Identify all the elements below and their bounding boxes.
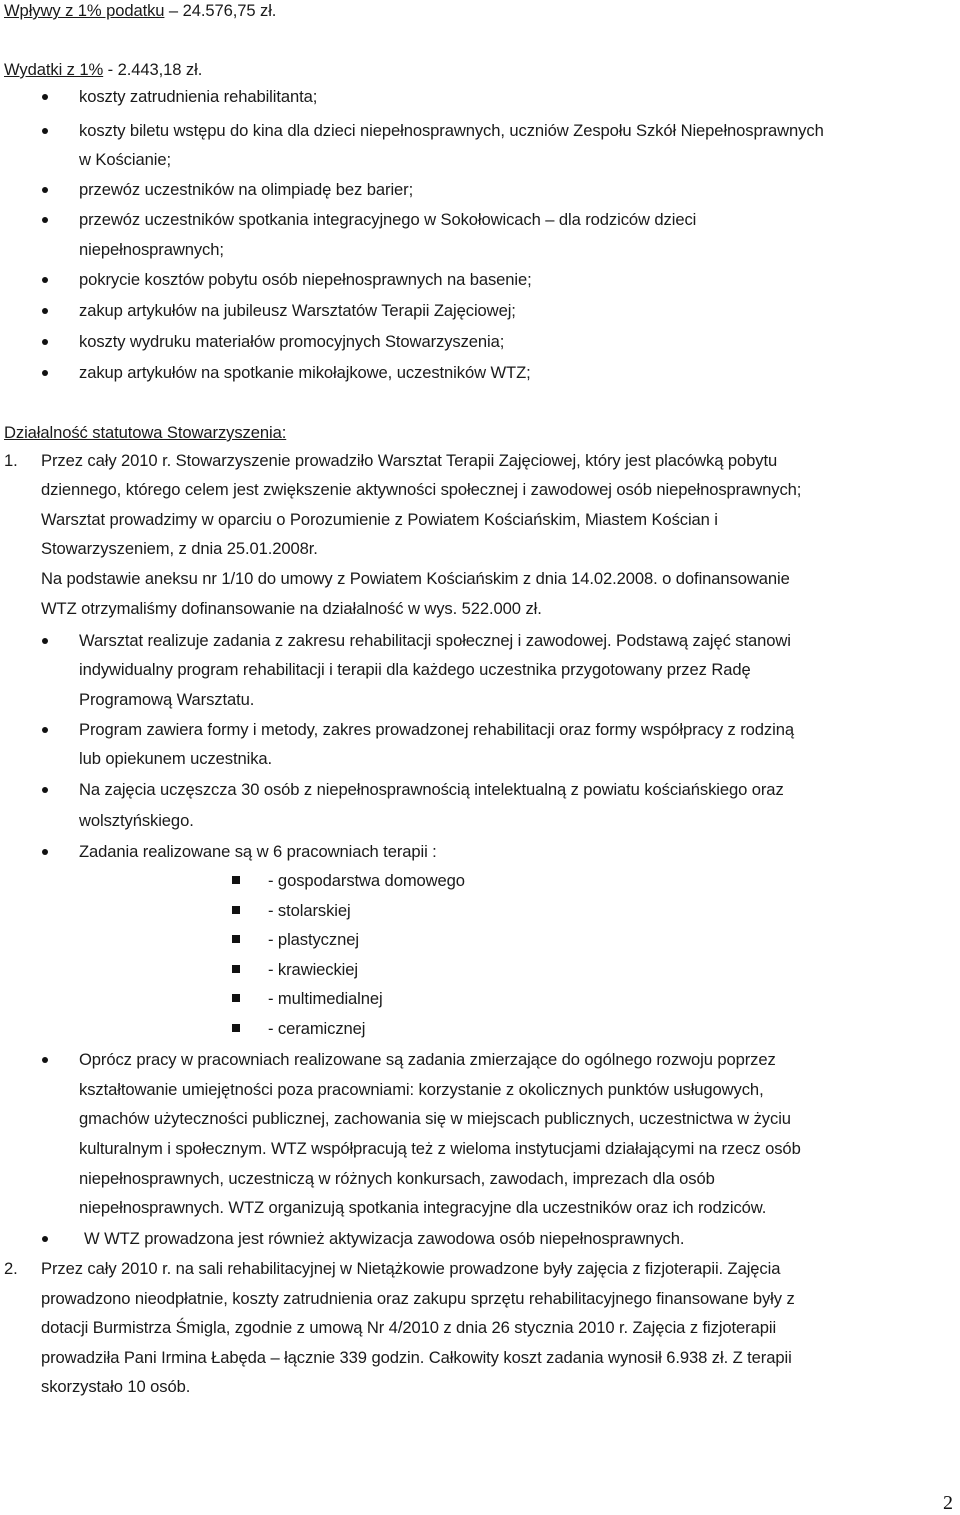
workshop-item: - krawieckiej (268, 960, 358, 979)
item1-bullet: Oprócz pracy w pracowniach realizowane są zadania zmierzające do ogólnego rozwoju poprzez (79, 1050, 776, 1069)
expense-item-continuation: w Kościanie; (79, 150, 171, 169)
bullet-icon (42, 94, 48, 100)
bullet-icon (42, 727, 48, 733)
workshop-item: - ceramicznej (268, 1019, 366, 1038)
bullet-icon (42, 1236, 48, 1242)
item1-text: Stowarzyszeniem, z dnia 25.01.2008r. (41, 539, 318, 558)
expense-item: przewóz uczestników spotkania integracyjnego w Sokołowicach – dla rodziców dzieci (79, 210, 697, 229)
item2-text: skorzystało 10 osób. (41, 1377, 191, 1396)
item2-text: prowadziła Pani Irmina Łabęda – łącznie 339 godzin. Całkowity koszt zadania wynosił 6.938 zł. Z terapii (41, 1348, 792, 1367)
income-label: Wpływy z 1% podatku (4, 1, 165, 20)
item1-bullet-continuation: gmachów użyteczności publicznej, zachowania się w miejscach publicznych, uczestnictwa w życiu (79, 1109, 791, 1128)
expense-item-continuation: niepełnosprawnych; (79, 240, 224, 259)
item2-number: 2. (4, 1259, 18, 1278)
bullet-icon (42, 339, 48, 345)
item2-text: Przez cały 2010 r. na sali rehabilitacyjnej w Nietążkowie prowadzone były zajęcia z fizjoterapii. Zajęcia (41, 1259, 781, 1278)
expense-item: pokrycie kosztów pobytu osób niepełnosprawnych na basenie; (79, 270, 532, 289)
item1-bullet: Program zawiera formy i metody, zakres prowadzonej rehabilitacji oraz formy współpracy z rodziną (79, 720, 794, 739)
expenses-label: Wydatki z 1% (4, 60, 104, 79)
item1-bullet-continuation: niepełnosprawnych. WTZ organizują spotkania integracyjne dla uczestników oraz ich rodziców. (79, 1198, 767, 1217)
income-amount: – 24.576,75 zł. (164, 1, 277, 20)
workshop-item: - gospodarstwa domowego (268, 871, 465, 890)
item1-bullet-continuation: kształtowanie umiejętności poza pracowniami: korzystanie z okolicznych punktów usługowych, (79, 1080, 764, 1099)
workshop-item: - plastycznej (268, 930, 359, 949)
item1-text: Przez cały 2010 r. Stowarzyszenie prowadziło Warsztat Terapii Zajęciowej, który jest placówką pobytu (41, 451, 778, 470)
item2-text: prowadzono nieodpłatnie, koszty zatrudnienia oraz zakupu sprzętu rehabilitacyjnego finansowane były z (41, 1289, 795, 1308)
item1-bullet: Na zajęcia uczęszcza 30 osób z niepełnosprawnością intelektualną z powiatu kościańskiego oraz (79, 780, 784, 799)
square-bullet-icon (232, 965, 240, 973)
bullet-icon (42, 217, 48, 223)
expenses-line (4, 60, 202, 80)
expense-item: zakup artykułów na jubileusz Warsztatów Terapii Zajęciowej; (79, 301, 516, 320)
workshop-item: - multimedialnej (268, 989, 383, 1008)
item1-bullet: Zadania realizowane są w 6 pracowniach terapii : (79, 842, 437, 861)
square-bullet-icon (232, 935, 240, 943)
bullet-icon (42, 638, 48, 644)
item1-text: dziennego, którego celem jest zwiększenie aktywności społecznej i zawodowej osób niepełnosprawnych; (41, 480, 802, 499)
item1-text: Warsztat prowadzimy w oparciu o Porozumienie z Powiatem Kościańskim, Miastem Kościan i (41, 510, 718, 529)
expense-item: zakup artykułów na spotkanie mikołajkowe, uczestników WTZ; (79, 363, 531, 382)
item1-bullet-continuation: wolsztyńskiego. (79, 811, 194, 830)
item1-bullet-continuation: Programową Warsztatu. (79, 690, 255, 709)
bullet-icon (42, 128, 48, 134)
square-bullet-icon (232, 876, 240, 884)
square-bullet-icon (232, 906, 240, 914)
expense-item: koszty zatrudnienia rehabilitanta; (79, 87, 318, 106)
bullet-icon (42, 308, 48, 314)
bullet-icon (42, 787, 48, 793)
workshop-item: - stolarskiej (268, 901, 351, 920)
expense-item: koszty wydruku materiałów promocyjnych Stowarzyszenia; (79, 332, 505, 351)
item1-bullet: W WTZ prowadzona jest również aktywizacja zawodowa osób niepełnosprawnych. (84, 1229, 685, 1248)
item1-bullet-continuation: kulturalnym i społecznym. WTZ współpracują też z wieloma instytucjami działającymi na rzecz osób (79, 1139, 801, 1158)
item2-text: dotacji Burmistrza Śmigla, zgodnie z umową Nr 4/2010 z dnia 26 stycznia 2010 r. Zajęcia z fizjoterapii (41, 1318, 777, 1337)
item1-text: Na podstawie aneksu nr 1/10 do umowy z Powiatem Kościańskim z dnia 14.02.2008. o dofinansowanie (41, 569, 790, 588)
page-number: 2 (943, 1492, 953, 1514)
item1-bullet-continuation: niepełnosprawnych, uczestniczą w różnych konkursach, zawodach, imprezach dla osób (79, 1169, 715, 1188)
bullet-icon (42, 187, 48, 193)
item1-bullet-continuation: lub opiekunem uczestnika. (79, 749, 273, 768)
item1-number: 1. (4, 451, 18, 470)
expenses-amount: - 2.443,18 zł. (103, 60, 203, 79)
square-bullet-icon (232, 994, 240, 1002)
statutory-heading: Działalność statutowa Stowarzyszenia: (4, 423, 287, 442)
income-line (4, 1, 276, 21)
bullet-icon (42, 1057, 48, 1063)
expense-item: przewóz uczestników na olimpiadę bez barier; (79, 180, 414, 199)
item1-bullet: Warsztat realizuje zadania z zakresu rehabilitacji społecznej i zawodowej. Podstawą zajęć stanowi (79, 631, 791, 650)
square-bullet-icon (232, 1024, 240, 1032)
expense-item: koszty biletu wstępu do kina dla dzieci niepełnosprawnych, uczniów Zespołu Szkół Niepełnosprawnych (79, 121, 824, 140)
item1-text: WTZ otrzymaliśmy dofinansowanie na działalność w wys. 522.000 zł. (41, 599, 542, 618)
bullet-icon (42, 277, 48, 283)
item1-bullet-continuation: indywidualny program rehabilitacji i terapii dla każdego uczestnika przygotowany przez Radę (79, 660, 751, 679)
bullet-icon (42, 370, 48, 376)
bullet-icon (42, 849, 48, 855)
